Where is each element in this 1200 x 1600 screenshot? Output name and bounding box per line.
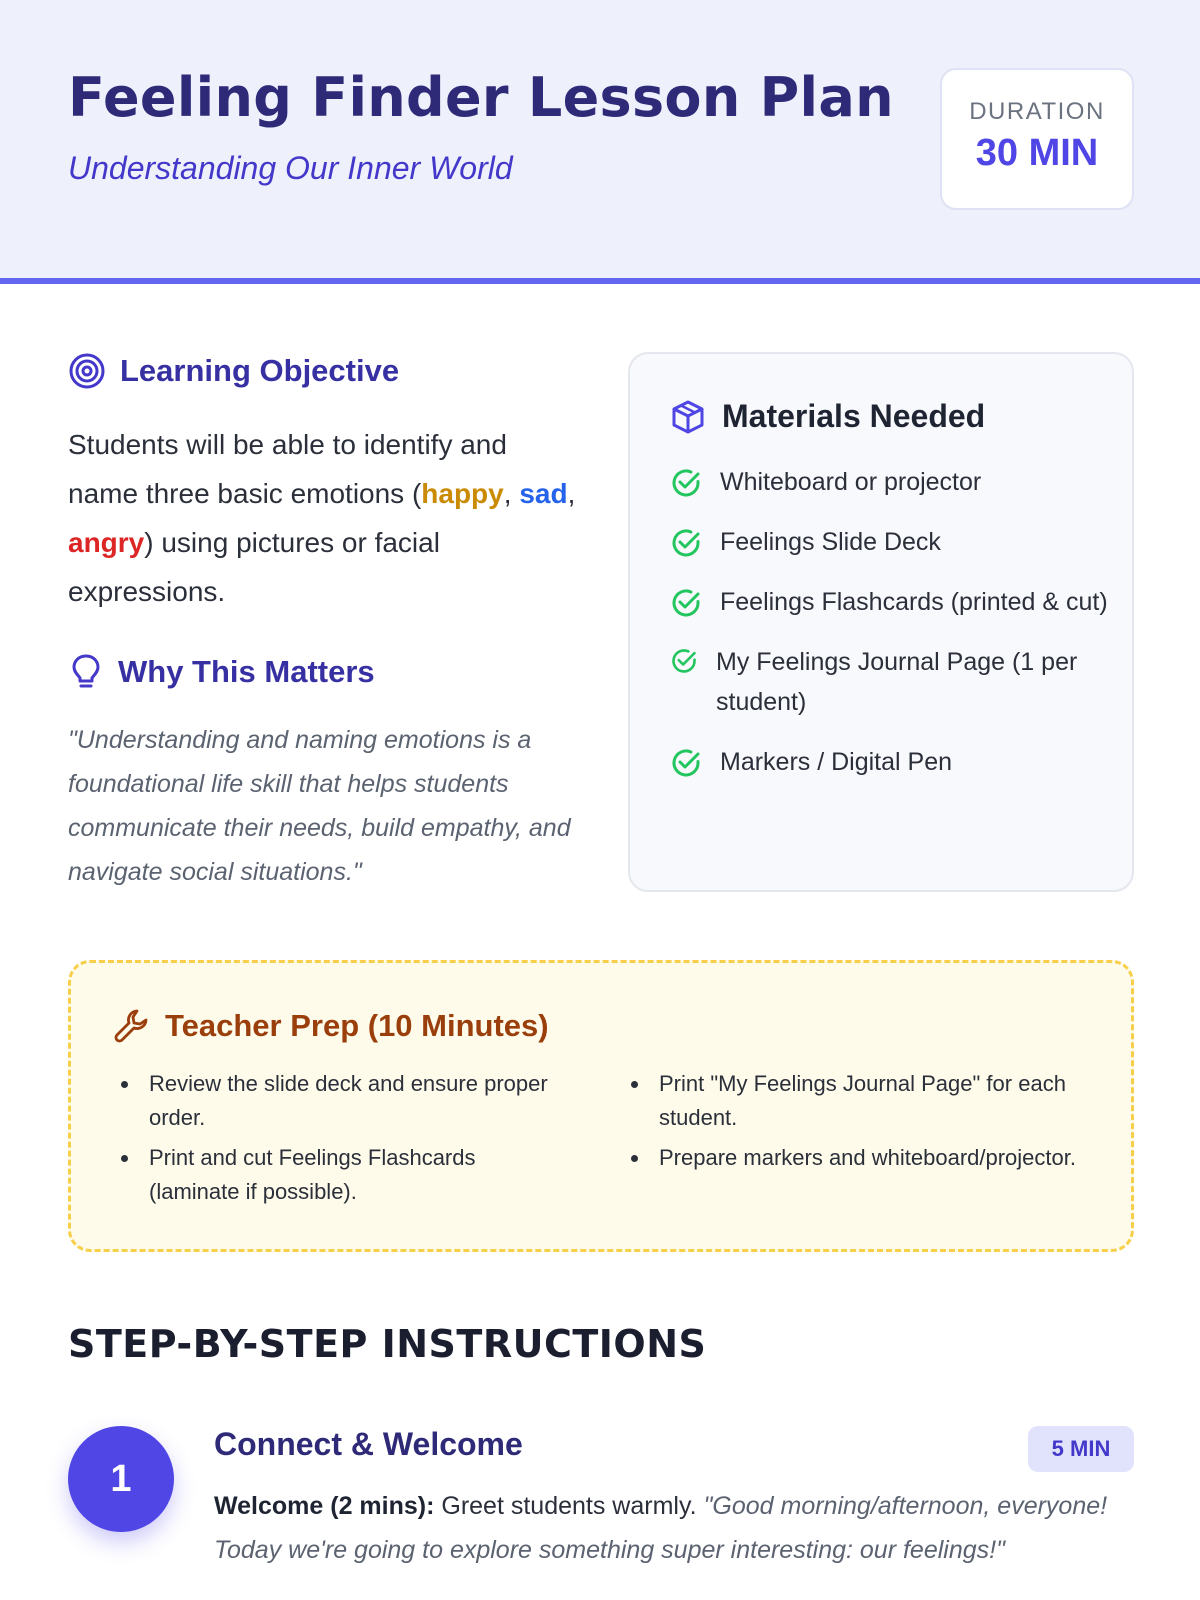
material-label: Whiteboard or projector <box>720 468 982 496</box>
objective-heading-text: Learning Objective <box>120 353 400 388</box>
objective-text-after: ) using pictures or facial expressions. <box>68 527 440 607</box>
step-number: 1 <box>68 1426 174 1532</box>
wrench-icon <box>113 1007 151 1045</box>
material-label: Markers / Digital Pen <box>720 748 953 776</box>
materials-heading-text: Materials Needed <box>722 398 986 434</box>
objective-sep: , <box>567 478 576 509</box>
emotion-happy: happy <box>421 478 504 509</box>
steps-heading: STEP-BY-STEP INSTRUCTIONS <box>68 1322 707 1366</box>
header <box>0 0 1200 284</box>
list-item: Prepare markers and whiteboard/projector. <box>625 1141 1095 1175</box>
step-title: Connect & Welcome <box>214 1426 523 1462</box>
step-description <box>214 1484 1124 1572</box>
teacher-prep-box <box>68 960 1134 1252</box>
list-item: Print and cut Feelings Flashcards (laminate if possible). <box>115 1141 565 1209</box>
list-item: Review the slide deck and ensure proper order. <box>115 1067 565 1135</box>
lightbulb-icon <box>68 652 104 692</box>
list-item <box>670 582 1110 622</box>
box-icon <box>670 399 706 435</box>
check-circle-icon <box>670 467 702 499</box>
objective-sep: , <box>503 478 520 509</box>
duration-label: DURATION <box>969 98 1105 125</box>
why-quote: "Understanding and naming emotions is a foundational life skill that helps students communicate their needs, build empathy, and navigate social situations." <box>68 726 571 886</box>
list-item <box>670 642 1110 722</box>
materials-heading <box>670 398 985 435</box>
check-circle-icon <box>670 647 698 675</box>
list-item <box>670 462 1110 502</box>
material-label: Feelings Flashcards (printed & cut) <box>720 588 1108 616</box>
why-heading-text: Why This Matters <box>118 654 375 689</box>
materials-list <box>670 462 1110 802</box>
materials-card <box>628 352 1134 892</box>
objective-text-before: Students will be able to identify and name three basic emotions ( <box>68 429 507 509</box>
target-icon <box>68 352 106 390</box>
objective-text <box>68 420 578 616</box>
step-lead: Welcome (2 mins): <box>214 1492 435 1520</box>
emotion-angry: angry <box>68 527 145 558</box>
why-heading <box>68 652 375 692</box>
prep-heading-text: Teacher Prep (10 Minutes) <box>165 1008 549 1043</box>
check-circle-icon <box>670 587 702 619</box>
prep-list-left <box>115 1067 565 1215</box>
step-quote: "Good morning/afternoon, everyone! Today we're going to explore something super interesting: our feelings!" <box>214 1492 1108 1564</box>
list-item <box>670 742 1110 782</box>
step-duration-badge: 5 MIN <box>1028 1426 1134 1472</box>
prep-heading <box>113 1007 549 1045</box>
check-circle-icon <box>670 527 702 559</box>
page-subtitle: Understanding Our Inner World <box>68 150 513 186</box>
check-circle-icon <box>670 747 702 779</box>
material-label: My Feelings Journal Page (1 per student) <box>716 648 1078 716</box>
step-text: Greet students warmly. <box>434 1492 704 1520</box>
duration-value: 30 MIN <box>975 132 1099 174</box>
list-item <box>670 522 1110 562</box>
material-label: Feelings Slide Deck <box>720 528 941 556</box>
duration-card <box>940 68 1134 210</box>
objective-heading <box>68 352 399 390</box>
prep-list-right <box>625 1067 1095 1181</box>
page-title: Feeling Finder Lesson Plan <box>68 66 894 129</box>
emotion-sad: sad <box>519 478 568 509</box>
list-item: Print "My Feelings Journal Page" for each student. <box>625 1067 1095 1135</box>
